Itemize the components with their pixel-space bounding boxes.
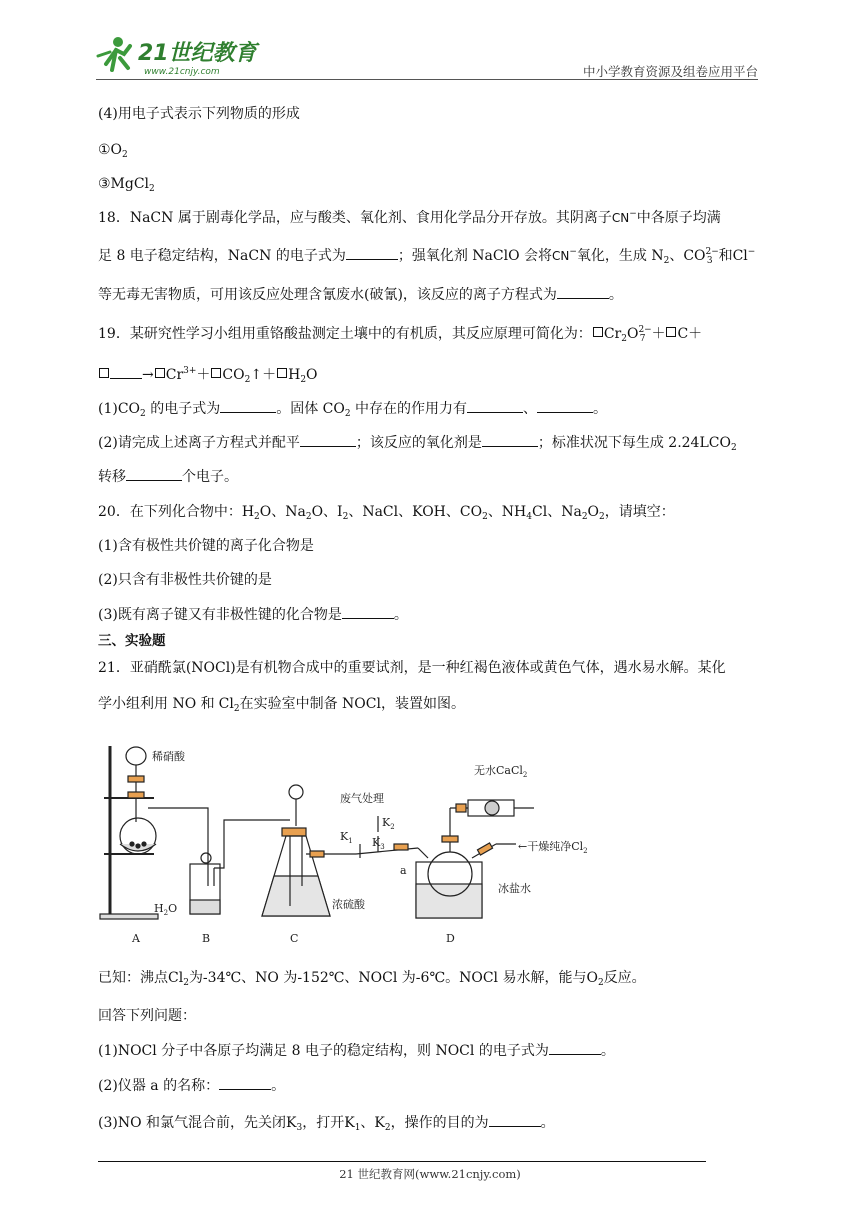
answer-blank[interactable] bbox=[220, 398, 276, 413]
q18-line3: 等无毒无害物质，可用该反应处理含氰废水(破氰)，该反应的离子方程式为 。 bbox=[98, 284, 623, 305]
coefficient-box[interactable] bbox=[155, 368, 165, 378]
q19-line2: → $Cr^{3+}+$ $CO_2↑+ H_2O$ bbox=[98, 364, 318, 385]
answer-blank[interactable] bbox=[557, 284, 609, 299]
answer-blank[interactable] bbox=[489, 1112, 541, 1127]
coefficient-box[interactable] bbox=[666, 327, 676, 337]
runner-icon bbox=[98, 37, 130, 70]
q21-part3: (3)NO 和氯气混合前，先关闭$K_3$，打开$K_1$、$K_2$，操作的目的为 。 bbox=[98, 1112, 555, 1133]
site-logo bbox=[96, 34, 266, 78]
q21-part2: (2)仪器 a 的名称： 。 bbox=[98, 1075, 285, 1096]
apparatus-a bbox=[100, 746, 158, 919]
label-waste-gas: 废气处理 bbox=[340, 792, 384, 805]
coefficient-box[interactable] bbox=[211, 368, 221, 378]
coefficient-box[interactable] bbox=[99, 368, 109, 378]
label-dry-cl2: ←干燥纯净$Cl_2$ bbox=[518, 840, 588, 855]
answer-blank[interactable] bbox=[219, 1075, 271, 1090]
q20-part1: (1)含有极性共价键的离子化合物是 bbox=[98, 538, 314, 554]
answer-blank[interactable] bbox=[342, 604, 394, 619]
q19-line1: 19．某研究性学习小组用重铬酸盐测定土壤中的有机质，其反应原理可简化为： $Cr_2O^{2-}_7 + C+$ bbox=[98, 325, 703, 344]
q20-line1: 20．在下列化合物中：$H_2O$、$Na_2O$、$I_2$、NaCl、KOH、$CO_2$、$NH_4Cl$、$Na_2O_2$，请填空： bbox=[98, 504, 675, 522]
q18-line2: 足 8 电子稳定结构，NaCN 的电子式为 ；强氧化剂 NaClO 会将CN−氧化，生成 $N_2$、$CO^{2-}_3$ 和Cl− bbox=[98, 247, 756, 266]
answer-blank[interactable] bbox=[549, 1040, 601, 1055]
q21-answer: 回答下列问题： bbox=[98, 1008, 196, 1024]
label-D: D bbox=[446, 932, 455, 945]
q17-part4: (4)用电子式表示下列物质的形成 bbox=[98, 106, 300, 122]
label-C: C bbox=[290, 932, 299, 945]
logo-url: www.21cnjy.com bbox=[144, 67, 220, 77]
page-header bbox=[96, 34, 758, 80]
q18-line1: 18．NaCN 属于剧毒化学品，应与酸类、氧化剂、食用化学品分开存放。其阴离子CN−中各原子均满 bbox=[98, 209, 721, 226]
q21-line2: 学小组利用 NO 和 $Cl_2$在实验室中制备 NOCl，装置如图。 bbox=[98, 696, 465, 714]
q19-part2-cont: 转移 个电子。 bbox=[98, 466, 238, 487]
q21-line1: 21．亚硝酰氯(NOCl)是有机物合成中的重要试剂，是一种红褐色液体或黄色气体，遇水易水解。某化 bbox=[98, 660, 726, 676]
section-heading: 三、实验题 bbox=[98, 633, 166, 649]
coefficient-box[interactable] bbox=[277, 368, 287, 378]
q21-part1: (1)NOCl 分子中各原子均满足 8 电子的稳定结构，则 NOCl 的电子式为 。 bbox=[98, 1040, 615, 1061]
answer-blank[interactable] bbox=[110, 364, 142, 379]
apparatus-d bbox=[416, 800, 534, 918]
answer-blank[interactable] bbox=[537, 398, 593, 413]
coefficient-box[interactable] bbox=[593, 327, 603, 337]
label-a: a bbox=[400, 864, 407, 877]
q20-part3: (3)既有离子键又有非极性键的化合物是 。 bbox=[98, 604, 408, 625]
label-ice-salt-water: 冰盐水 bbox=[498, 882, 531, 895]
page-footer: 21 世纪教育网(www.21cnjy.com) bbox=[339, 1167, 521, 1181]
answer-blank[interactable] bbox=[482, 432, 538, 447]
q19-part1: $(1)CO_2$ 的电子式为 。固体 $CO_2$ 中存在的作用力有 、 。 bbox=[98, 398, 607, 419]
footer-divider bbox=[98, 1161, 706, 1162]
label-anhydrous-cacl2: 无水CaCl$_2$ bbox=[474, 764, 528, 779]
label-dilute-nitric-acid: 稀硝酸 bbox=[152, 750, 185, 763]
logo-text: 21世纪教育 bbox=[138, 41, 257, 66]
answer-blank[interactable] bbox=[126, 466, 182, 481]
q21-known: 已知：沸点$Cl_2$为-34℃、NO 为-152℃、NOCl 为-6℃。NOCl 易水解，能与$O_2$反应。 bbox=[98, 970, 646, 988]
label-k2: $K_2$ bbox=[382, 816, 395, 831]
header-divider bbox=[96, 79, 758, 80]
label-k1: $K_1$ bbox=[340, 830, 353, 845]
label-B: B bbox=[202, 932, 211, 945]
label-k3: $K_3$ bbox=[372, 836, 385, 851]
label-water: $H_2O$ bbox=[154, 902, 178, 917]
q17-item3: ③MgCl$_2$ bbox=[98, 176, 155, 194]
apparatus-diagram bbox=[96, 736, 636, 950]
label-A: A bbox=[132, 932, 140, 945]
platform-name: 中小学教育资源及组卷应用平台 bbox=[582, 64, 758, 79]
q17-item1: $①O_2$ bbox=[98, 142, 128, 160]
answer-blank[interactable] bbox=[467, 398, 523, 413]
q20-part2: (2)只含有非极性共价键的是 bbox=[98, 572, 272, 588]
answer-blank[interactable] bbox=[300, 432, 356, 447]
q19-part2: (2)请完成上述离子方程式并配平 ；该反应的氧化剂是 ；标准状况下每生成 $2.24LCO_2$ bbox=[98, 432, 737, 453]
answer-blank[interactable] bbox=[346, 245, 398, 260]
label-conc-sulfuric: 浓硫酸 bbox=[332, 898, 365, 911]
